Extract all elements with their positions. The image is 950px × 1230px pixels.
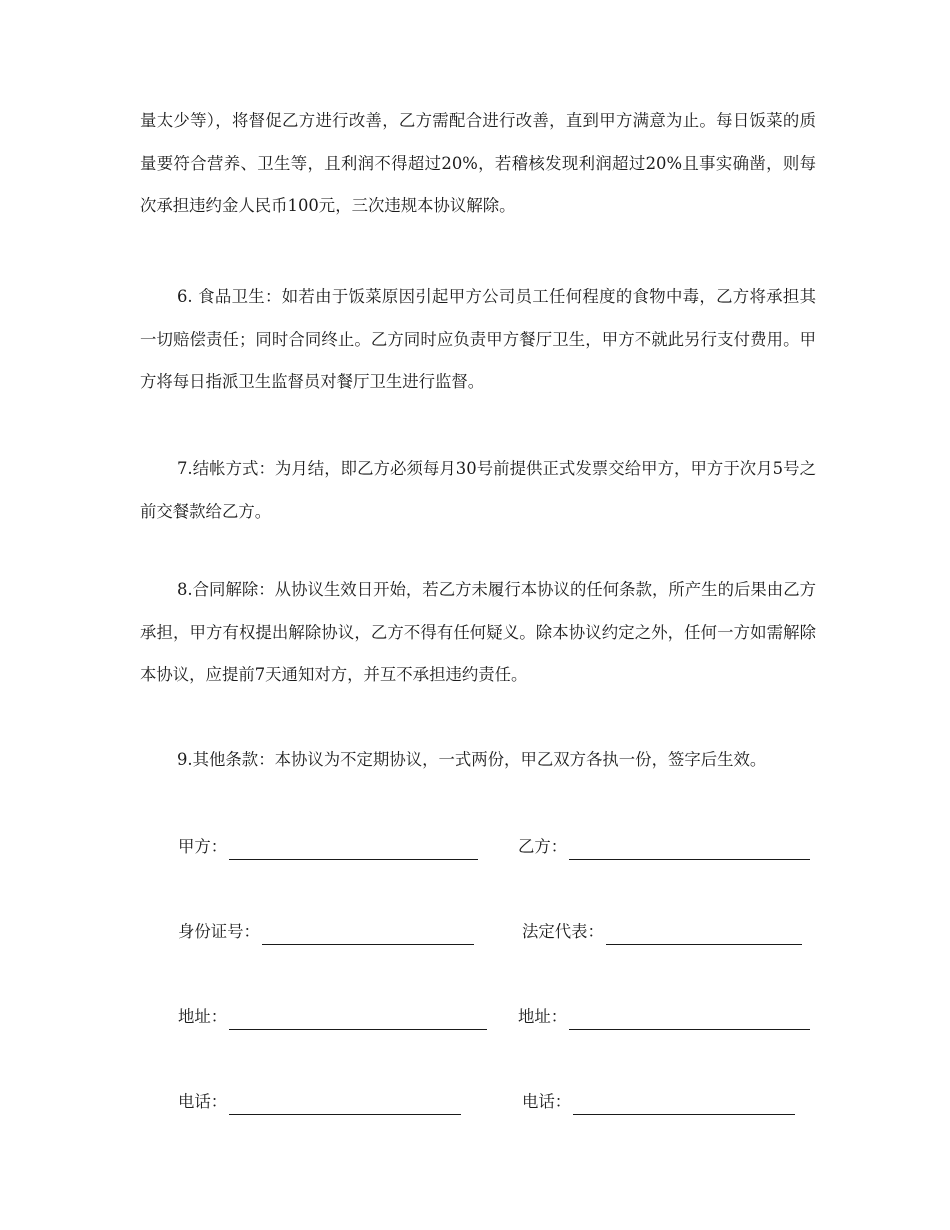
phone-b-line[interactable]	[573, 1094, 795, 1115]
phone-a-field	[178, 1089, 461, 1115]
paragraph-continuation: 量太少等），将督促乙方进行改善，乙方需配合进行改善，直到甲方满意为止。每日饭菜的质量要符合营养、卫生等，且利润不得超过20%，若稽核发现利润超过20%且事实确凿，则每次承担违约金人民币100元，三次违规本协议解除。	[140, 111, 816, 215]
address-b-line[interactable]	[569, 1009, 810, 1030]
id-number-line[interactable]	[262, 924, 474, 945]
legal-rep-field	[522, 919, 802, 945]
party-a-label: 甲方：	[178, 837, 228, 856]
legal-rep-line[interactable]	[606, 924, 802, 945]
paragraph-item-7-settlement: 7.结帐方式：为月结，即乙方必须每月30号前提供正式发票交给甲方，甲方于次月5号之前交餐款给乙方。	[140, 459, 816, 521]
paragraph-item-9-other-terms: 9.其他条款：本协议为不定期协议，一式两份，甲乙双方各执一份，签字后生效。	[177, 750, 767, 769]
id-number-field	[178, 919, 474, 945]
paragraph-item-8-termination: 8.合同解除：从协议生效日开始，若乙方未履行本协议的任何条款，所产生的后果由乙方承担，甲方有权提出解除协议，乙方不得有任何疑义。除本协议约定之外，任何一方如需解除本协议，应提前7天通知对方，并互不承担违约责任。	[140, 580, 816, 684]
party-b-label: 乙方：	[518, 837, 568, 856]
paragraph-item-6-food-hygiene: 6. 食品卫生：如若由于饭菜原因引起甲方公司员工任何程度的食物中毒，乙方将承担其一切赔偿责任；同时合同终止。乙方同时应负责甲方餐厅卫生，甲方不就此另行支付费用。甲方将每日指派卫生监督员对餐厅卫生进行监督。	[140, 287, 816, 391]
phone-b-field	[522, 1089, 795, 1115]
phone-a-label: 电话：	[178, 1092, 228, 1111]
phone-a-line[interactable]	[229, 1094, 461, 1115]
legal-rep-label: 法定代表：	[522, 922, 604, 941]
address-a-line[interactable]	[229, 1009, 487, 1030]
party-b-signature-line[interactable]	[569, 839, 810, 860]
address-b-field	[518, 1004, 810, 1030]
address-a-label: 地址：	[178, 1007, 228, 1026]
party-b-field	[518, 834, 810, 860]
phone-b-label: 电话：	[522, 1092, 572, 1111]
id-number-label: 身份证号：	[178, 922, 260, 941]
address-b-label: 地址：	[518, 1007, 568, 1026]
address-a-field	[178, 1004, 487, 1030]
party-a-field	[178, 834, 478, 860]
party-a-signature-line[interactable]	[229, 839, 478, 860]
